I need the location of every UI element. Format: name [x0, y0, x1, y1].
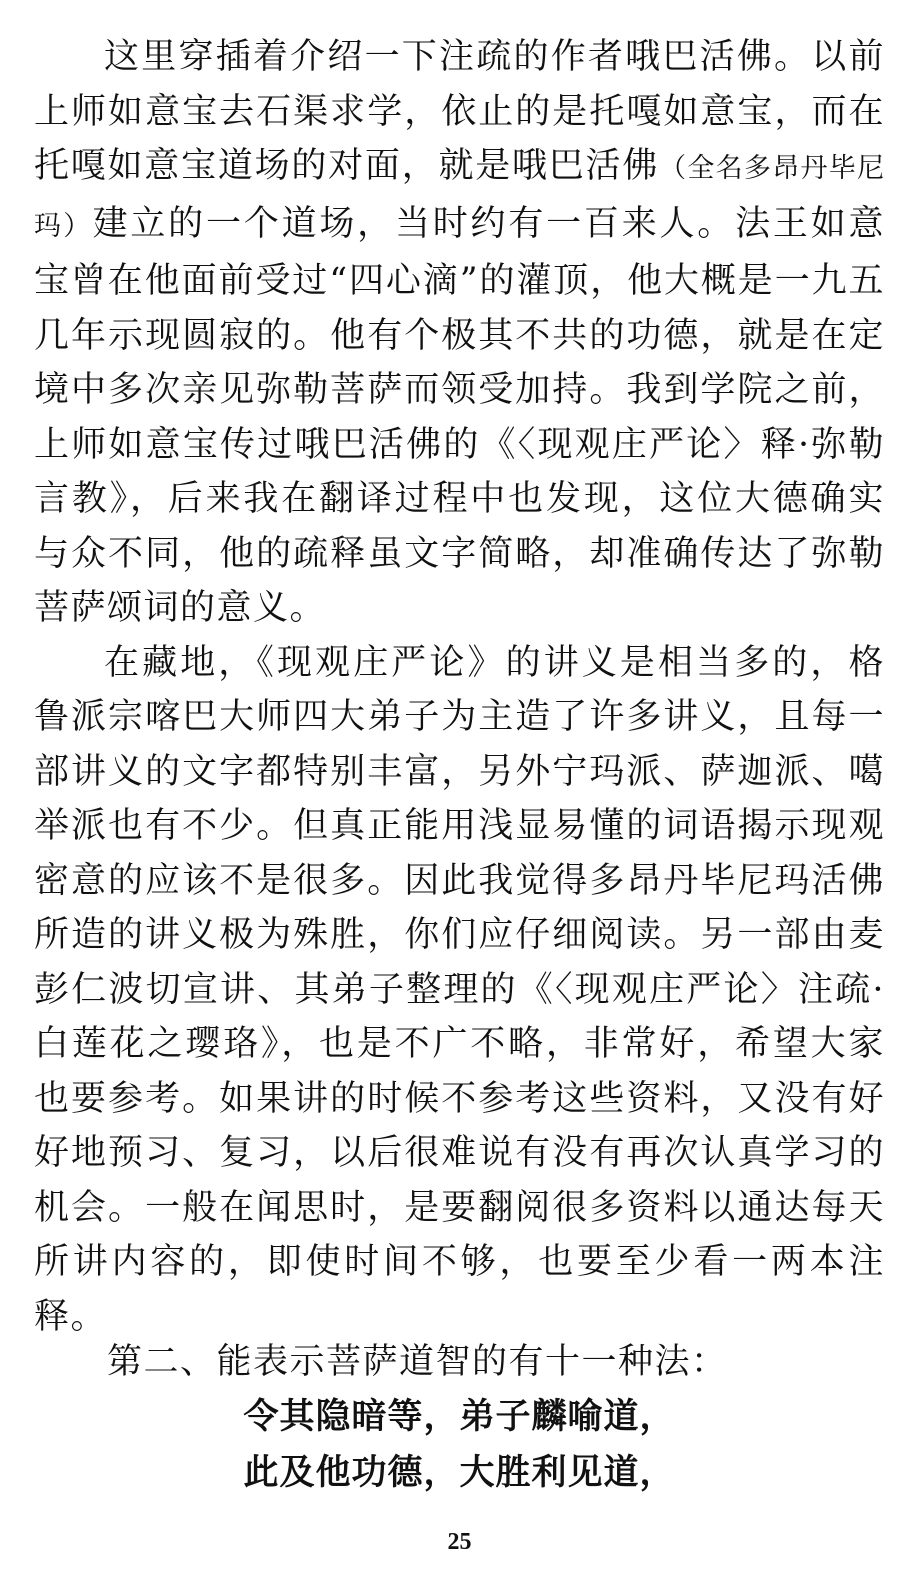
section-heading: 第二、能表示菩萨道智的有十一种法： — [107, 1342, 728, 1382]
page-body — [34, 30, 885, 1344]
paragraph-1-rest: 建立的一个道场，当时约有一百来人。法王如意宝曾在他面前受过“四心滴”的灌顶，他大概是一九五几年示现圆寂的。他有个极其不共的功德，就是在定境中多次亲见弥勒菩萨而领受加持。我到学院之前，上师如意宝传过哦巴活佛的《〈现观庄严论〉释·弥勒言教》，后来我在翻译过程中也发现，这位大德确实与众不同，他的疏释虽文字简略，却准确传达了弥勒菩萨颂词的意义。 — [34, 203, 885, 628]
page-number: 25 — [447, 1529, 472, 1555]
verse-line-1: 令其隐暗等，弟子麟喻道， — [243, 1397, 676, 1437]
paragraph-1-note: （全名多昂丹毕尼玛） — [34, 153, 886, 242]
verse-line-2: 此及他功德，大胜利见道， — [243, 1453, 676, 1493]
paragraph-2: 在藏地，《现观庄严论》的讲义是相当多的，格鲁派宗喀巴大师四大弟子为主造了许多讲义，且每一部讲义的文字都特别丰富，另外宁玛派、萨迦派、噶举派也有不少。但真正能用浅显易懂的词语揭示现观密意的应该不是很多。因此我觉得多昂丹毕尼玛活佛所造的讲义极为殊胜，你们应仔细阅读。另一部由麦彭仁波切宣讲、其弟子整理的《〈现观庄严论〉注疏·白莲花之璎珞》，也是不广不略，非常好，希望大家也要参考。如果讲的时候不参考这些资料，又没有好好地预习、复习，以后很难说有没有再次认真学习的机会。一般在闻思时，是要翻阅很多资料以通达每天所讲内容的，即使时间不够，也要至少看一两本注释。 — [34, 642, 885, 1337]
paragraph-1-main: 这里穿插着介绍一下注疏的作者哦巴活佛。以前上师如意宝去石渠求学，依止的是托嘎如意宝，而在托嘎如意宝道场的对面，就是哦巴活佛 — [34, 37, 885, 186]
paragraph-1 — [34, 30, 885, 636]
